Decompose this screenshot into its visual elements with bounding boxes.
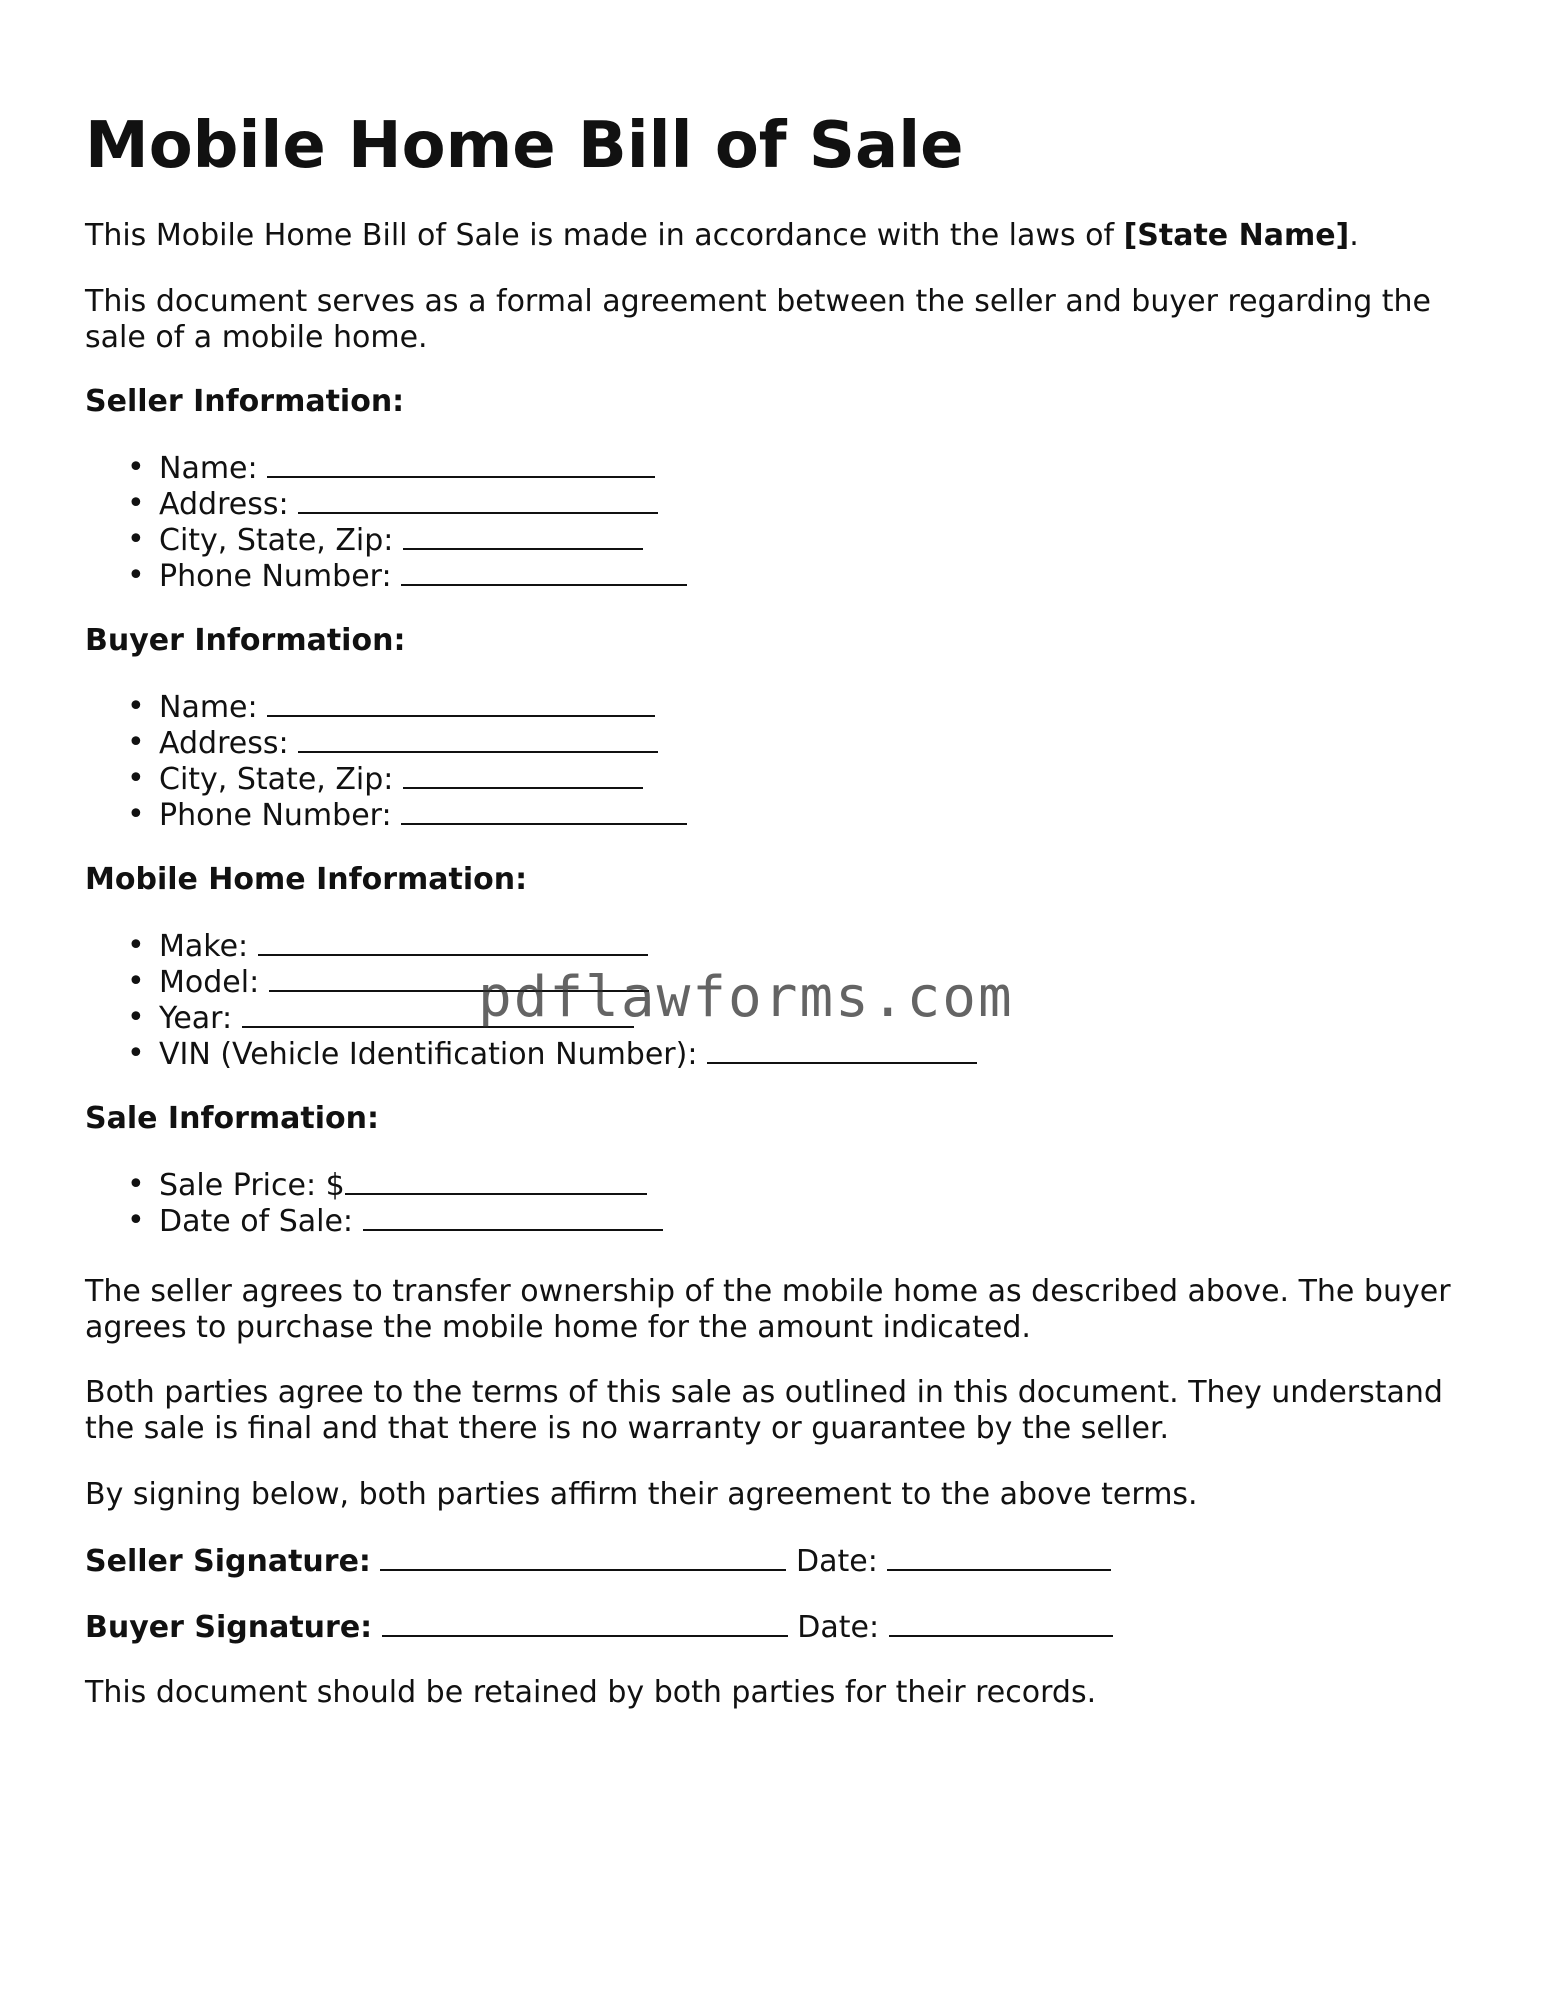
watermark: pdflawforms.com [478,965,1014,1030]
seller-info-list [85,450,687,594]
field-label: City, State, Zip: [159,762,394,797]
final-terms-paragraph: Both parties agree to the terms of this sale as outlined in this document. They understand the sale is final and that there is no warranty or guarantee by the seller. [85,1375,1443,1446]
buyer-city-state-zip-field: • City, State, Zip: [85,761,687,797]
seller-date-label: Date: [796,1544,878,1579]
field-label: Year: [159,1001,233,1036]
buyer-phone-blank[interactable] [401,797,687,825]
field-label: VIN (Vehicle Identification Number): [159,1037,698,1072]
make-field: • Make: [85,928,977,964]
buyer-name-blank[interactable] [267,689,655,717]
seller-name-blank[interactable] [267,450,655,478]
affirmation-paragraph: By signing below, both parties affirm their agreement to the above terms. [85,1477,1198,1512]
sale-price-field: • Sale Price: $ [85,1167,663,1203]
buyer-phone-field: • Phone Number: [85,797,687,833]
date-of-sale-blank[interactable] [363,1203,663,1231]
buyer-signature-blank[interactable] [382,1609,788,1637]
state-name-placeholder: [State Name] [1123,218,1350,253]
buyer-city-state-zip-blank[interactable] [403,761,643,789]
seller-signature-line [85,1543,1111,1580]
field-label: Phone Number: [159,559,392,594]
intro-period: . [1349,218,1359,253]
purpose-paragraph: This document serves as a formal agreement between the seller and buyer regarding the sale of a mobile home. [85,284,1432,355]
field-label: Sale Price: $ [159,1168,345,1203]
field-label: City, State, Zip: [159,523,394,558]
field-label: Name: [159,451,258,486]
field-label: Address: [159,726,289,761]
seller-name-field: • Name: [85,450,687,486]
seller-address-field: • Address: [85,486,687,522]
buyer-address-blank[interactable] [298,725,658,753]
buyer-signature-label: Buyer Signature: [85,1610,373,1645]
seller-date-blank[interactable] [887,1543,1111,1571]
field-label: Phone Number: [159,798,392,833]
buyer-name-field: • Name: [85,689,687,725]
make-blank[interactable] [258,928,648,956]
sale-info-list [85,1167,663,1239]
seller-info-heading: Seller Information: [85,384,405,419]
buyer-signature-line [85,1609,1113,1646]
home-info-heading: Mobile Home Information: [85,862,528,897]
model-field: • Model: [85,964,977,1000]
intro-text: This Mobile Home Bill of Sale is made in accordance with the laws of [85,218,1124,253]
field-label: Make: [159,929,249,964]
seller-city-state-zip-field: • City, State, Zip: [85,522,687,558]
transfer-terms-paragraph: The seller agrees to transfer ownership of the mobile home as described above. The buyer agrees to purchase the mobile home for the amount indicated. [85,1274,1451,1345]
year-field: • Year: [85,1000,977,1036]
document-title: Mobile Home Bill of Sale [85,109,964,183]
retention-note: This document should be retained by both parties for their records. [85,1675,1097,1710]
field-label: Date of Sale: [159,1204,354,1239]
buyer-info-list [85,689,687,833]
buyer-address-field: • Address: [85,725,687,761]
field-label: Name: [159,690,258,725]
seller-address-blank[interactable] [298,486,658,514]
buyer-date-label: Date: [797,1610,880,1645]
sale-price-blank[interactable] [345,1167,647,1195]
field-label: Address: [159,487,289,522]
date-of-sale-field: • Date of Sale: [85,1203,663,1239]
vin-field: • VIN (Vehicle Identification Number): [85,1036,977,1072]
seller-phone-field: • Phone Number: [85,558,687,594]
intro-paragraph [85,218,1465,254]
buyer-info-heading: Buyer Information: [85,623,406,658]
seller-city-state-zip-blank[interactable] [403,522,643,550]
field-label: Model: [159,965,260,1000]
sale-info-heading: Sale Information: [85,1101,379,1136]
vin-blank[interactable] [707,1036,977,1064]
seller-phone-blank[interactable] [401,558,687,586]
seller-signature-blank[interactable] [380,1543,786,1571]
seller-signature-label: Seller Signature: [85,1544,371,1579]
buyer-date-blank[interactable] [889,1609,1113,1637]
